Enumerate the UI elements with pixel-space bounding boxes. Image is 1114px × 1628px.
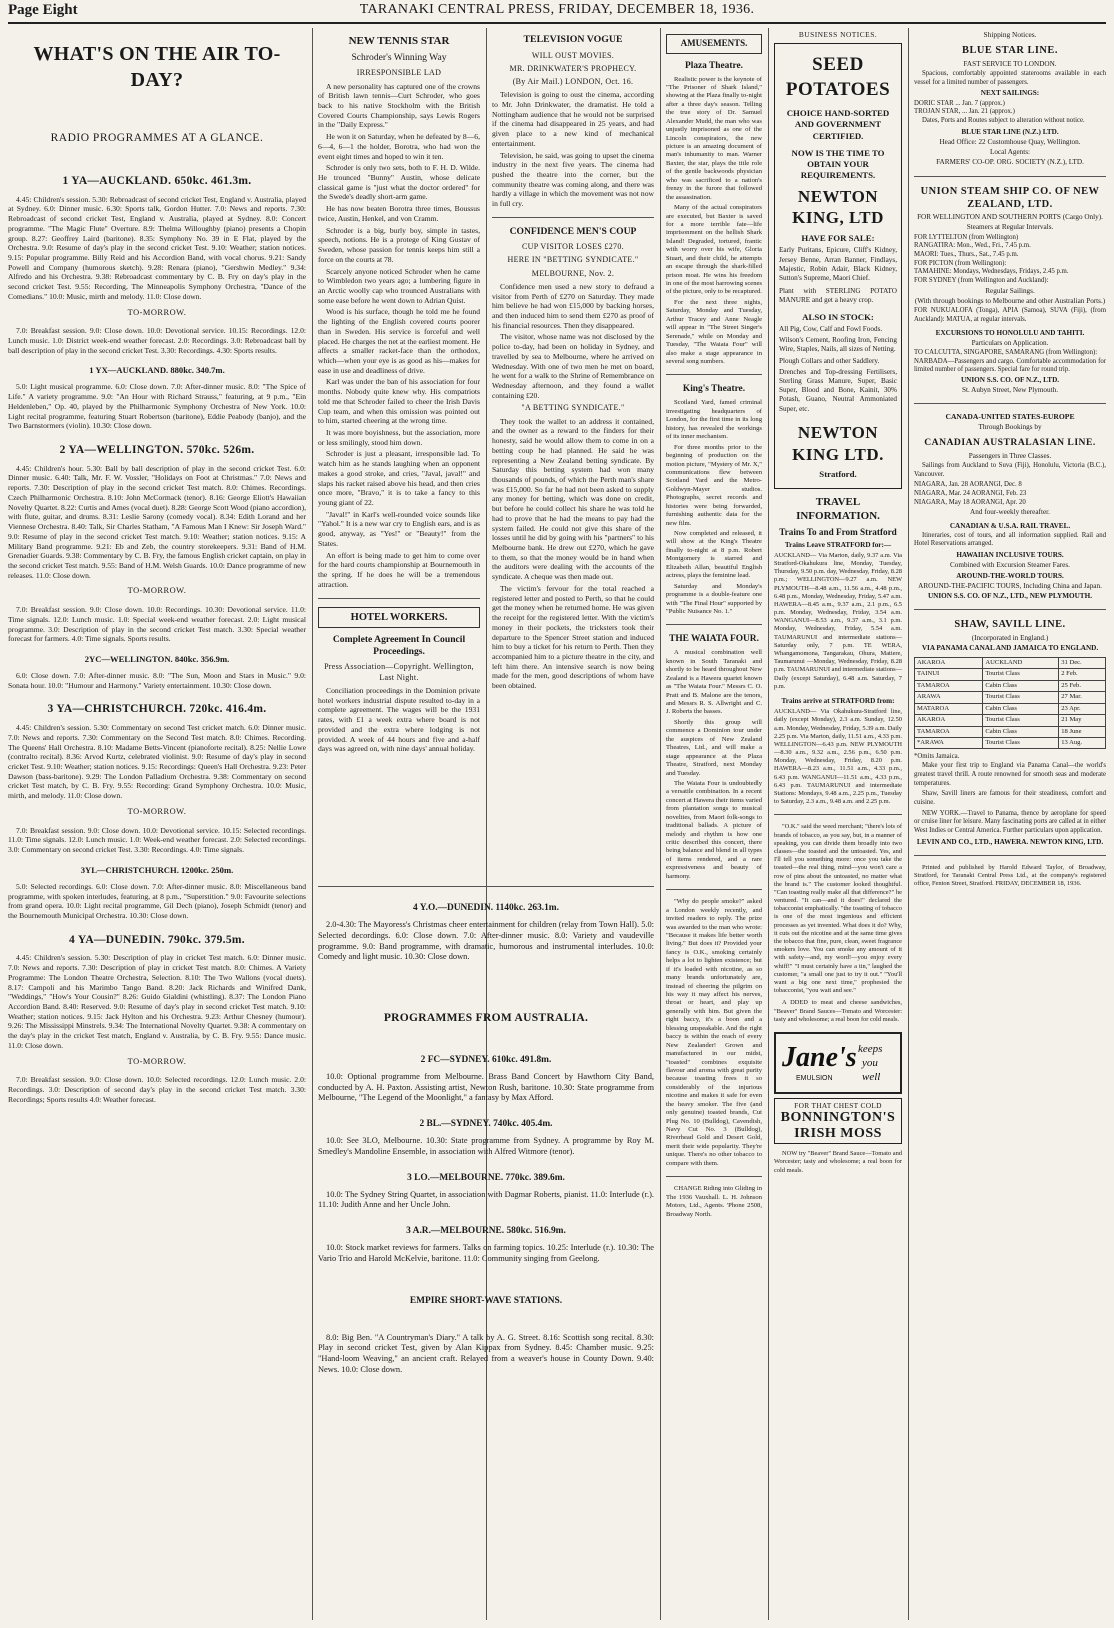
- ad-line: VIA PANAMA CANAL AND JAMAICA TO ENGLAND.: [921, 643, 1099, 652]
- ad-line: Passengers in Three Classes.: [968, 451, 1052, 460]
- ad-line: FARMERS' CO-OP. ORG. SOCIETY (N.Z.), LTD.: [936, 158, 1084, 167]
- australia-block: [318, 892, 654, 1620]
- article-paragraph: Wood is his surface, though he told me he found the lighting of the English covered courts poorer than in Sweden. His service is forceful and well placed. He charges the net at the earliest moment. He affects a smaller racket-face than the orthodox, which—when your eye is as good as his—makes for ease in use and deadliness of drive.: [318, 307, 480, 375]
- ad-line: NIAGARA, Jan. 28 AORANGI, Dec. 8: [914, 481, 1022, 489]
- shipping-header: Shipping Notices.: [983, 30, 1037, 39]
- waiata-headline: THE WAIATA FOUR.: [669, 634, 759, 645]
- station-today: 5.0: Selected recordings. 6.0: Close down. 7.0: After-dinner music. 8.0: Miscellaneous band programme, with spoken interludes, featuring, at 8 p.m., "Superstition." 9.0: Favourite selections from grand opera. 10.0: Light recital programme, Gil Dech (piano), Joseph Schmidt (tenor) and the Bournemouth Municipal Orchestra. 10.30: Close down.: [8, 881, 306, 920]
- ad-line: Shaw, Savill liners are famous for their steadiness, comfort and cuisine.: [914, 790, 1106, 806]
- article-paragraph: He won it on Saturday, when he defeated by 8—6, 6—4, 6—1 the holder, Borotra, who had won the event eight times and hoped to win it ten.: [318, 132, 480, 161]
- canada-heading: CANADA-UNITED STATES-EUROPE: [945, 412, 1075, 422]
- ship-date: 18 June: [1059, 726, 1106, 737]
- table-row: [915, 657, 1106, 668]
- table-row: [915, 715, 1106, 726]
- ad-line: Head Office: 22 Customhouse Quay, Wellington.: [939, 137, 1081, 146]
- station-heading: 3YL—CHRISTCHURCH. 1200kc. 250m.: [80, 864, 234, 875]
- amusements-column: [666, 30, 762, 1620]
- ad-line: HAVE FOR SALE:: [801, 233, 875, 244]
- ad-line: *Omits Jamaica.: [914, 753, 960, 761]
- ad-line: Plant with STERLING POTATO MANURE and get a heavy crop.: [779, 287, 897, 305]
- seed-potatoes-ad: [774, 43, 902, 488]
- ad-line: Dates, Ports and Routes subject to alteration without notice.: [922, 116, 1085, 124]
- hotel-dateline: Press Association—Copyright. Wellington, Last Night.: [324, 662, 474, 682]
- ad-line: Plough Collars and other Saddlery.: [779, 356, 880, 365]
- ad-line: (With through bookings to Melbourne and other Australian Ports.): [914, 296, 1106, 305]
- station-today: 10.0: The Sydney String Quartet, in association with Dagmar Roberts, pianist. 11.0: Interlude (r.). 11.10: Judith Anne and her Uncle John.: [318, 1189, 654, 1210]
- ad-line: Through Bookings by: [978, 423, 1042, 432]
- tomorrow-heading: TO-MORROW.: [127, 806, 187, 816]
- ship-date: 2 Feb.: [1059, 669, 1106, 680]
- ship-name: TAMAROA: [915, 726, 983, 737]
- station-today: 5.0: Light musical programme. 6.0: Close down. 7.0: After-dinner music. 8.0: "The Spice of Life." A variety programme. 9.0: "An Hour with Richard Strauss," featuring, at 9 p.m., "Ein Heldenleben," Op. 40, played by the Philharmonic Symphony Orchestra of New York. 10.0: Light recital programme, featuring Stuart Robertson (baritone), Eddie Peabody (banjo), and the Two Barnstormers (violin). 10.30: Close down.: [8, 382, 306, 431]
- janes-wordmark: Jane's: [782, 1041, 857, 1073]
- article-paragraph: A musical combination well known in South Taranaki and shortly to be heard throughout New Zealand is a Hawera quartet known as "The Waiata Four." Messrs C. O. Pratt and B. Malone are the tenors, and Messrs R. S. Allwright and C. J. Roberts the basses.: [666, 649, 762, 716]
- hotel-headline: HOTEL WORKERS.: [318, 607, 480, 628]
- ad-line: Spacious, comfortably appointed staterooms available in each vessel for a limited number of passengers.: [914, 70, 1106, 86]
- shaw-savill-heading: SHAW, SAVILL LINE.: [954, 619, 1066, 631]
- empire-headline: EMPIRE SHORT-WAVE STATIONS.: [409, 1295, 563, 1306]
- janes-slogan: you: [862, 1056, 878, 1069]
- ad-line: Regular Sailings.: [985, 286, 1035, 295]
- coup-headline: CONFIDENCE MEN'S COUP: [509, 225, 637, 237]
- ad-line: UNION S.S. CO. OF N.Z., LTD., NEW PLYMOUTH.: [927, 592, 1092, 601]
- article-paragraph: A new personality has captured one of the crowns of British lawn tennis—Curt Schroder, who goes back to his native Stockholm with the British Covered Courts Championship, says Lewis Rogers in the "Daily Express.": [318, 81, 480, 130]
- ship-name: TAINUI: [915, 669, 983, 680]
- ship-class: Tourist Class: [983, 669, 1059, 680]
- newton-king-logo: NEWTON KING LTD.: [792, 422, 884, 464]
- ship-name: *ARAWA: [915, 738, 983, 749]
- station-tomorrow: 7.0: Breakfast session. 9.0: Close down. 10.0: Devotional service. 10.15: Recordings. 12.0: Lunch music. 1.0: District week-end weather forecast. 2.0: Recordings. 3.0: Rebroadcast ball by ball description of play in the second cricket Test. 3.30: Recordings. 4.30: Sports results.: [8, 326, 306, 355]
- article-paragraph: Many of the actual conspirators are executed, but Baxter is saved for a more terrible fate—life imprisonment on the hellish Shark Island! Degraded, tortured, frantic with worry over his wife, Gloria Stuart, and their child, he attempts an escape through the shark-filled prison moat. He wins his freedom in one of the most harrowing scenes of the picture, only to be recaptured.: [666, 204, 762, 296]
- article-paragraph: He has now beaten Borotra three times, Boussus twice, Austin, Henkel, and von Cramm.: [318, 204, 480, 223]
- janes-sub: EMULSION: [796, 1074, 833, 1082]
- tv-dateline: (By Air Mail.) LONDON, Oct. 16.: [512, 77, 634, 86]
- article-paragraph: Confidence men used a new story to defraud a visitor from Perth of £270 on Saturday. They made him believe he had won £15,000 by backing horses, and then induced him to send them £270 as proof of his financial resources. Then they disappeared.: [492, 281, 654, 330]
- train-times: AUCKLAND— Via Okahukura-Stratford line, daily (except Monday), 2.3 a.m. Sunday, 12.50 a.m. Monday, Wednesday, Friday, 5.39 a.m. Daily 2.25 p.m. Via Marton, daily, 11.51 a.m., 4.33 p.m. WELLINGTON—6.43 p.m. NEW PLYMOUTH—8.30 a.m., 9.32 a.m., 2.56 p.m., 6.50 p.m. Monday, Wednesday, Friday, 8.20 p.m. HAWERA—8.23 a.m., 11.51 a.m., 4.33 p.m., 6.43 p.m. WANGANUI—11.51 a.m., 4.33 p.m., 6.43 p.m. TAUMARUNUI and intermediate Stations: Mondays, 9.48 a.m., 2.25 p.m., Tuesday to Saturday, 2.3 a.m., 9.48 a.m. and 2.25 p.m.: [774, 708, 902, 806]
- ad-line: Wilson's Cement, Roofing Iron, Fencing Wire, Staples, Nails, all sizes of Netting.: [779, 336, 897, 354]
- ship-class: Tourist Class: [983, 692, 1059, 703]
- station-tomorrow: 7.0: Breakfast session. 9.0: Close down. 10.0: Devotional service. 10.15: Selected recordings. 11.0: Time signals. 12.0: Lunch music. 1.0: Week-end weather forecast. 2.0: Selected recordings. 3.0: Commentary on second cricket Test. 3.30: Recordings. 4.0: Time signals.: [8, 825, 306, 855]
- train-subheading: Trains arrive at STRATFORD from:: [781, 696, 895, 705]
- business-header: BUSINESS NOTICES.: [798, 30, 878, 39]
- train-subheading: Trains Leave STRATFORD for:—: [784, 540, 892, 549]
- ad-line: FOR PICTON (from Wellington):: [914, 259, 1007, 267]
- tomorrow-heading: TO-MORROW.: [127, 586, 187, 596]
- ad-line: Steamers at Regular Intervals.: [966, 223, 1054, 232]
- ad-line: FOR LYTTELTON (from Wellington): [914, 233, 1019, 241]
- janes-slogan: keeps: [858, 1042, 883, 1055]
- television-column: [492, 30, 654, 890]
- tomorrow-heading: TO-MORROW.: [127, 1056, 187, 1066]
- beaver-ad: A DDED to meat and cheese sandwiches, "Beaver" Brand Sauces—Tomato and Worcester: tasty and wholesome; a real boon for cold meals.: [774, 999, 902, 1023]
- ship-name: AKAROA: [915, 657, 983, 668]
- ship-class: Tourist Class: [983, 715, 1059, 726]
- tv-subheadline: WILL OUST MOVIES.: [531, 50, 615, 60]
- ad-line: Local Agents:: [989, 148, 1031, 157]
- ad-line: Drenches and Top-dressing Fertilisers, Sterling Grass Manure, Super, Basic Super, Blood and Bone, Kainit, 30% Potash, Guano, Neutral Ammoniated Super, etc.: [779, 367, 897, 413]
- article-paragraph: The visitor, whose name was not disclosed by the police to-day, had been on holiday in Sydney, and travelled by sea to Melbourne, where he arrived on Wednesday. With one of two men he met on board, he went for a walk to the Shrine of Remembrance on Wednesday afternoon, and they found a wallet containing £20.: [492, 332, 654, 400]
- ad-line: CHOICE HAND-SORTED AND GOVERNMENT CERTIFIED.: [786, 108, 890, 141]
- article-paragraph: Conciliation proceedings in the Dominion private hotel workers industrial dispute resulted to-day in a complete agreement. The wages will be the 1931 rates, with £1 a week extra where board is not provided and the extra where lodging is not provided. A week of 44 hours and five and a-half days was agreed on, with nine days' annual holiday.: [318, 685, 480, 754]
- tv-headline: TELEVISION VOGUE: [523, 34, 623, 45]
- ship-date: 23 Apr.: [1059, 703, 1106, 714]
- column-rule: [660, 28, 661, 1620]
- hotel-subheadline: Complete Agreement In Council Proceedings.: [332, 633, 466, 658]
- ad-line: St. Aubyn Street, New Plymouth.: [961, 386, 1059, 395]
- article-paragraph: Scarcely anyone noticed Schroder when he came to Wimbledon two years ago; a lumbering figure in an Arctic woolly cap who trounced Australians with some ease before he went down to Adrian Quist.: [318, 266, 480, 305]
- ad-line: NEXT SAILINGS:: [980, 89, 1040, 98]
- ad-line: NIAGARA, Mar. 24 AORANGI, Feb. 23: [914, 489, 1027, 497]
- station-heading: 3 LO.—MELBOURNE. 770kc. 389.6m.: [407, 1172, 565, 1183]
- column-rule: [768, 28, 769, 1620]
- ship-date: 25 Feb.: [1059, 680, 1106, 691]
- station-tomorrow: 7.0: Breakfast session. 9.0: Close down. 10.0: Recordings. 10.30: Devotional service. 11.0: Time signals. 12.0: Lunch music. 1.0: Special week-end weather forecast. 2.0: Light musical programme. 3.0: Description of play in the second cricket Test match. 3.30: Special weather forecast for farmers. 4.0: Time signals. Sports results.: [8, 605, 306, 644]
- travel-headline: TRAVEL INFORMATION.: [796, 495, 880, 522]
- article-paragraph: An effort is being made to get him to come over for the hard courts championship at Bournemouth in the spring. If he does he will be a tremendous attraction.: [318, 550, 480, 589]
- ad-line: FOR THAT CHEST COLD: [794, 1100, 882, 1110]
- station-tomorrow: 7.0: Breakfast session. 9.0: Close down. 10.0: Selected recordings. 12.0: Lunch music. 2.0: Recordings. 3.0: Description of second day's play in the second cricket Test match. 3.30: Recordings; Sports results 4.0: Weather forecast.: [8, 1075, 306, 1104]
- australia-headline: PROGRAMMES FROM AUSTRALIA.: [383, 1012, 589, 1025]
- article-paragraph: They took the wallet to an address it contained, and the owner as a reward to the finders for their honesty, said he would allow them to come in on a betting coup he had planned. He said he was representing a New Zealand betting syndicate. By Saturday this betting system had won many thousands of pounds, of which the Perth man's share was £15,000. So far he had not been asked to supply any money for betting, which was done on credit, but before he could collect his share he was told he had to prove that he had the means to pay had the system failed. He could not give this share of the losses until he did by going with his "partners" to his Melbourne bank. He drew out £270, which he gave to them, so that the money would be in hand when the auditors were dealing with the accounts of the syndicate. A cheque was then made out.: [492, 416, 654, 582]
- ad-line: HAWAIIAN INCLUSIVE TOURS.: [956, 551, 1064, 560]
- radio-headline: WHAT'S ON THE AIR TO-DAY?: [33, 43, 281, 91]
- beaver-ad: NOW try "Beaver" Brand Sauce—Tomato and Worcester; tasty and wholesome; a real boon for cold meals.: [774, 1150, 902, 1174]
- ad-line: All Pig, Cow, Calf and Fowl Foods.: [779, 324, 883, 333]
- station-today: 10.0: See 3LO, Melbourne. 10.30: State programme from Sydney. A programme by Roy M. Smedley's Mandoline Ensemble, in association with Alfred Witmore (tenor).: [318, 1136, 654, 1156]
- ship-class: AUCKLAND: [983, 657, 1059, 668]
- page-number: Page Eight: [8, 2, 78, 18]
- janes-emulsion-ad: [774, 1032, 902, 1094]
- article-paragraph: Television, he said, was going to upset the cinema industry in the next five years. The cinema had pushed the theatre into the corner, but the community theatre was coming along, and there was hardly a village in which the movement was not now in full cry.: [492, 150, 654, 209]
- coup-subheadline: "A BETTING SYNDICATE.": [521, 403, 625, 413]
- station-today: 4.45: Children's session. 5.30: Rebroadcast of second cricket Test, England v. Australia, played at Sydney. 6.0: Dinner music. 6.30: Sports talk, Gordon Hutter. 7.0: News and reports. 7.30: Rebroadcast of second cricket Test, England v. Australia, played at Sydney. 8.0: Concert programme. "The Magic Flute" Overture. 8.9: Thelma Willoughby (piano) presents a Chopin group. 8.27: Geoffrey Laird (baritone). 8.35: Symphony No. 39 in E Flat, played by the Orchestra. 9.0: Resume of day's play in the second cricket Test. 9.10: Weather; station notices. 9.15: Popular programme. Billy Reid and his Accordion Band, with vocal chorus. 9.21: Sandy Powell and Company (humorous sketch). 9.28: Renara (piano), "Gershwin Medley." 9.34: Alfredo and his Orchestra. 9.38: Rebroadcast commentary by C. B. Fry on day's play in the second cricket Test. 9.55: Recording, The Minneapolis Symphony Orchestra, "Dance of the Comedians." 10.0: Music, mirth and melody. 11.0: Close down.: [8, 194, 306, 301]
- ship-name: MATAROA: [915, 703, 983, 714]
- bonningtons-ad: [774, 1098, 902, 1144]
- ad-line: IRISH MOSS: [794, 1125, 882, 1141]
- table-row: [915, 692, 1106, 703]
- ad-line: AROUND-THE-WORLD TOURS.: [956, 571, 1064, 580]
- article-paragraph: For three months prior to the beginning of production on the motion picture, "Mystery of Mr. X," communications flew between Scotland Yard and the Metro-Goldwyn-Mayer studios. Photographs, secret records and histories were being forwarded, furnishing authentic data for the new film.: [666, 443, 762, 527]
- ad-line: BONNINGTON'S: [780, 1110, 896, 1126]
- station-heading: 1 YX—AUCKLAND. 880kc. 340.7m.: [89, 365, 225, 376]
- station-heading: 3 YA—CHRISTCHURCH. 720kc. 416.4m.: [47, 703, 267, 716]
- station-today: 4.45: Children's hour. 5.30: Ball by ball description of play in the second cricket Test. 6.0: Dinner music. 6.40: Talk, Mr. F. W. Vossler, "Holidays on Foot at Christmas." 7.0: News and reports. 7.30: Description of play in the second cricket Test match. 8.0: Chimes. Recordings. Czech Philharmonic Orchestra. 8.10: John McCormack (tenor). 8.16: George Eliott's Hawaiian Novelty Quartet. 8.22: Curtis and Ames (vocal duet). 8.28: George Scott Wood (piano accordion), with flute, guitar, and drums. 8.31: Leslie Sarony (comedy vocal). 8.34: Edith Lorand and her Viennese Orchestra. 8.40: Talk, Sir Charles Statham, "A Famous Man I Knew: Sir Joseph Ward." 9.0: Resume of play in the second cricket Test match. 9.10: Weather; station notices. 9.15: A Military Band programme. 9.21: Eb and Zeb, the country storekeepers. 9.31: Band of H.M. Grenadier Guards. 9.38: Commentary by C. B. Fry, the famous English cricket captain, on play in the second cricket Test match. 9.55: Band of H.M. Welsh Guards. 10.0: Dance programme of new releases. 11.0: Close down.: [8, 463, 306, 580]
- article-paragraph: Schroder is a big, burly boy, simple in tastes, speech, notions. He is a protege of King Gustav of Sweden, whose passion for tennis keeps him still a force on the courts at 78.: [318, 225, 480, 264]
- ad-line: Sailings from Auckland to Suva (Fiji), Honolulu, Victoria (B.C.), Vancouver.: [914, 461, 1106, 478]
- vauxhall-ad: CHANGE Riding into Gliding in The 1936 Vauxhall. L. H. Johnson Motors, Ltd., Agents. 'Phone 2508, Broadway North.: [666, 1185, 762, 1218]
- ad-line: BLUE STAR LINE (N.Z.) LTD.: [961, 127, 1059, 136]
- plaza-headline: Plaza Theatre.: [685, 60, 743, 71]
- station-heading: 4 Y.O.—DUNEDIN. 1140kc. 263.1m.: [413, 903, 559, 913]
- train-times: AUCKLAND— Via Marton, daily, 9.37 a.m. Via Stratford-Okahukura line, Monday, Tuesday, Thursday, 9.50 p.m. day, Wednesday, Friday, 8.28 p.m.; WELLINGTON—9.27 a.m. NEW PLYMOUTH—8.48 a.m., 11.56 a.m., 4.48 p.m., 6.48 p.m., Monday, Wednesday, Friday, 5.47 a.m. HAWERA—8.45 a.m., 9.37 a.m., 2.1 p.m., 6.5 p.m. Monday, Wednesday, Friday, 3.54 a.m. WANGANUI—8.53 a.m., 9.37 a.m., 3.1 p.m. Monday, Wednesday, Friday, 5.54 a.m. TAUMARUNUI and intermediate stations—Saturday only, 7 p.m. TE WERA, Whangamomona, Tangarakau, Ohura, Matiere, Taumarunui —Monday, Wednesday, Friday, 8.28 p.m. TAUMARUNUI and intermediate stations—Daily (except Saturday), 6.48 a.m. Saturday, 7 p.m.: [774, 551, 902, 690]
- ad-line: NOW IS THE TIME TO OBTAIN YOUR REQUIREMENTS.: [791, 147, 885, 181]
- ad-line: AROUND-THE-PACIFIC TOURS, Including China and Japan.: [918, 581, 1102, 590]
- canadian-australasian-heading: CANADIAN AUSTRALASIAN LINE.: [924, 437, 1096, 449]
- ad-line: FAST SERVICE TO LONDON.: [963, 59, 1057, 68]
- ship-class: Cabin Class: [983, 726, 1059, 737]
- station-heading: 2 YA—WELLINGTON. 570kc. 526m.: [59, 444, 255, 457]
- imprint: Printed and published by Harold Edward Taylor, of Broadway, Stratford, for Taranaki Central Press Ltd., at the company's registered office, Fenton Street, Stratford. FRIDAY, DECEMBER 18, 1936.: [914, 863, 1106, 888]
- article-paragraph: "Javal!" in Karl's well-rounded voice sounds like "Yahol." It is a new war cry to English ears, and is as good, anyway, as "Yes!" or "Beauty!" from the States.: [318, 509, 480, 548]
- table-row: [915, 738, 1106, 749]
- radio-subheadline: RADIO PROGRAMMES AT A GLANCE.: [50, 132, 264, 145]
- article-paragraph: For the next three nights, Saturday, Monday and Tuesday, Arthur Tracey and Anne Neagle will appear in "The Street Singer's Serenade," while on Monday and Tuesday, "The Waiata Four" will also make a stage appearance in several song numbers.: [666, 298, 762, 365]
- ad-line: LEVIN AND CO., LTD., HAWERA. NEWTON KING, LTD.: [916, 837, 1104, 846]
- ad-line: Itineraries, cost of tours, and all information supplied. Rail and Hotel Reservations arranged.: [914, 531, 1106, 548]
- ship-name: ARAWA: [915, 692, 983, 703]
- janes-logo: [776, 1034, 900, 1088]
- table-row: [915, 703, 1106, 714]
- coup-dateline: MELBOURNE, Nov. 2.: [531, 268, 615, 278]
- article-paragraph: The victim's fervour for the total reached a registered letter and posted to Perth, so that he could get the money when he returned home. He was given the receipt for the registered letter. With the victim's money in their pockets, the tricksters took their departure to the Spencer Street station and induced him to buy a ticket for his return to Perth. Then they accompanied him to a picture theatre in the city, and left him there. An intensive search is now being made for the men, good descriptions of whom have been obtained.: [492, 583, 654, 691]
- ship-date: 13 Aug.: [1059, 738, 1106, 749]
- blue-star-line-heading: BLUE STAR LINE.: [962, 45, 1058, 57]
- article-paragraph: Now completed and released, it will show at the King's Theatre finally to-night at 8 p.m. Robert Montgomery is starred and Elizabeth Allan, beautiful English actress, plays the feminine lead.: [666, 530, 762, 580]
- ad-line: RANGATIRA: Mon., Wed., Fri., 7.45 p.m.: [914, 242, 1031, 250]
- newton-king-logo: NEWTON KING, LTD: [792, 186, 884, 228]
- article-paragraph: It was more boyishness, but the association, more or less smilingly, stood him down.: [318, 428, 480, 447]
- table-row: [915, 669, 1106, 680]
- trains-headline: Trains To and From Stratford: [779, 526, 897, 537]
- ad-line: NEW YORK.—Travel to Panama, thence by aeroplane for speed or cruise liner for leisure. Many fascinating ports are called at in either West Indies or Central America. Further particulars upon application.: [914, 809, 1106, 834]
- tennis-kicker: IRRESPONSIBLE LAD: [356, 68, 442, 78]
- article-paragraph: Realistic power is the keynote of "The Prisoner of Shark Island," showing at the Plaza finally to-night after a three day's season. Telling the true story of Dr. Samuel Alexander Mudd, the man who was unjustly imprisoned as one of the Lincoln conspirators, the new picture is an amazing document of man's inhumanity to man. Warner Baxter, the star, plays the title role of the gentle backwoods physician who was sacrificed to a nation's frenzy in the furore that followed the assassination.: [666, 75, 762, 201]
- block-divider: [318, 886, 654, 887]
- article-paragraph: Shortly this group will commence a Dominion tour under the auspices of New Zealand Theatres, Ltd., and will make a stage appearance at the Plaza Theatre, Stratford, next Monday and Tuesday.: [666, 718, 762, 777]
- station-today: 2.0-4.30: The Mayoress's Christmas cheer entertainment for children (relay from Town Hall). 5.0: Selected decordings. 6.0: Close down. 7.0: After-dinner music. 8.0: Variety and vaudeville programme. 9.0: Band programme, with dramatic, humorous and instrumental interludes. 10.0: Comedy and light music. 10.30: Close down.: [318, 920, 654, 962]
- newspaper-title: TARANAKI CENTRAL PRESS, FRIDAY, DECEMBER 18, 1936.: [359, 2, 755, 17]
- station-today: 10.0: Stock market reviews for farmers. Talks on farming topics. 10.25: Interlude (r.). 10.30: The Vario Trio and Harold McKelvie, baritone. 11.0: Community singing from Geelong.: [318, 1243, 654, 1263]
- ship-name: AKAROA: [915, 715, 983, 726]
- ship-class: Cabin Class: [983, 680, 1059, 691]
- article-paragraph: The Waiata Four is undoubtedly a versatile combination. In a recent concert at Hawera their items varied from plantation songs to musical novelties, from Maori folk-songs to traditional ballads. A picture of melody and rhythm is how one critic described this concert, there being balance and blend in all types of items rendered, and a rare expressiveness and beauty of harmony.: [666, 779, 762, 880]
- article-paragraph: Scotland Yard, famed criminal investigating headquarters of London, for the first time in its long history, has revealed the workings of its inner mechanism.: [666, 399, 762, 441]
- business-column: [774, 30, 902, 1620]
- article-paragraph: Saturday and Monday's programme is a double-feature one with "The Final Hour" supported by "Public Nuisance No. 1.": [666, 582, 762, 615]
- station-today: 10.0: Optional programme from Melbourne. Brass Band Concert by Hawthorn City Band, conducted by A. H. Paxton. Assisting artist, Newton Rush, baritone. 10.30: State programme from Melbourne, "The Legend of the Moonlight," a fantasy by Max Afford.: [318, 1071, 654, 1103]
- ship-date: 21 May: [1059, 715, 1106, 726]
- station-today: 4.45: Children's session. 5.30: Commentary on second Test cricket match. 6.0: Dinner music. 7.0: News and reports. 7.30: Commentary on the Second Test match. 8.0: Chimes. Recording. The Queens' Hall Orchestra. 8.10: Madame Betts-Vincent (pianoforte recital). 8.25: Nellie Lowe (contralto recital). 8.36: Arvod Kurtz, celebrated violinist. 9.0: Resume of day's play in second cricket Test. 9.10: Weather; station notices. 9.15: Recordings: Queen's Hall Orchestra. 9.23: Peter Dawson (bass-baritone). 9.29: The London Palladium Orchestra. 9.38: Commentary on second cricket Test match, by C. B. Fry. 9.55: Recording: Grand Symphony Orchestra. 10.0: Music, mirth, and melody. 11.0: Close down.: [8, 723, 306, 801]
- ship-date: 27 Mar.: [1059, 692, 1106, 703]
- ship-name: TAMAROA: [915, 680, 983, 691]
- ad-line: TO CALCUTTA, SINGAPORE, SAMARANG (from Wellington):: [914, 348, 1098, 356]
- ad-line: Early Puritans, Epicure, Cliff's Kidney, Jersey Benne, Arran Banner, Findlays, Majestic, Robin Adair, Black Kidney, Sutton's Supreme, Maori Chief.: [779, 246, 897, 282]
- ad-line: (Incorporated in England.): [971, 633, 1049, 642]
- ad-line: MAORI: Tues., Thurs., Sat., 7.45 p.m.: [914, 250, 1019, 258]
- tennis-headline: NEW TENNIS STAR: [348, 35, 450, 47]
- station-heading: 1 YA—AUCKLAND. 650kc. 461.3m.: [62, 174, 252, 187]
- seed-headline: SEED POTATOES: [785, 54, 891, 100]
- ad-line: ALSO IN STOCK:: [802, 311, 874, 322]
- article-paragraph: Karl was under the ban of his association for four months. Nobody quite knew why. His compatriots told me that Schroder failed to cheer the Irish Davis Cup team, and when this omission was pointed out to him, started cheering at the wrong time.: [318, 377, 480, 426]
- ad-line: FOR WELLINGTON AND SOUTHERN PORTS (Cargo Only).: [917, 213, 1103, 222]
- station-today: 4.45: Children's session. 5.30: Description of play in cricket Test match. 6.0: Dinner music. 7.0: News and reports. 7.30: Description of play in cricket Test match. 8.0: Chimes. A Variety Programme: The London Theatre Orchestra, Selection. 8.10: The Two Wallons (vocal duets). 8.17: Campoli and his Marimbo Tango Band. 8.20: Jack Richards and Winifred Dank, "Weddings," "How's Your Cousin?" 8.26: Guido Gialdini (whistling). 8.37: The London Piano Accordion Band. 8.40: Reserved. 9.0: Resume of day's play in second cricket Test match. 9.10: Weather; station notices. 9.15: Jack Hylton and his Orchestra. 9.23: Arthur Chesney (humour). 9.26: The Mississippi Minstrels. 9.34: The International Novelty Quartet. 9.38: A commentary on the day's play in the cricket Test match, England v. Australia, by C. B. Fry. 9.55: Dance music. 11.0: Close down.: [8, 953, 306, 1050]
- coup-subheadline: HERE IN "BETTING SYNDICATE.": [507, 255, 639, 265]
- station-heading: 2YC—WELLINGTON. 840kc. 356.9m.: [84, 654, 230, 664]
- station-heading: 4 YA—DUNEDIN. 790kc. 379.5m.: [69, 933, 245, 946]
- station-today: 6.0: Close down. 7.0: After-dinner music. 8.0: "The Sun, Moon and Stars in Music." 9.0: Sonata hour. 10.0: "Humour and Harmony." Variety entertainment. 10.30: Close down.: [8, 671, 306, 690]
- masthead: [8, 2, 1106, 24]
- ad-line: EXCURSIONS TO HONOLULU AND TAHITI.: [935, 328, 1085, 337]
- kings-headline: King's Theatre.: [682, 384, 746, 395]
- station-heading: 2 FC—SYDNEY. 610kc. 491.8m.: [420, 1054, 552, 1065]
- ad-line: DORIC STAR ... Jan. 7 (approx.): [914, 99, 1005, 107]
- radio-column: [8, 30, 306, 1620]
- ad-line: CANADIAN & U.S.A. RAIL TRAVEL.: [949, 521, 1071, 530]
- ad-line: Stratford.: [819, 469, 857, 480]
- column-rule: [908, 28, 909, 1620]
- column-rule: [312, 28, 313, 1620]
- ad-line: TROJAN STAR, ... Jan. 21 (approx.): [914, 108, 1015, 116]
- station-heading: 2 BL.—SYDNEY. 740kc. 405.4m.: [419, 1119, 553, 1130]
- ship-class: Tourist Class: [983, 738, 1059, 749]
- coup-subheadline: CUP VISITOR LOSES £270.: [522, 242, 624, 252]
- ad-line: TAMAHINE: Mondays, Wednesdays, Fridays, 2.45 p.m.: [914, 268, 1069, 276]
- ad-line: Particulars on Application.: [971, 338, 1049, 347]
- sailing-table: [914, 657, 1106, 750]
- tomorrow-heading: TO-MORROW.: [127, 307, 187, 317]
- article-paragraph: "Why do people smoke?" asked a London weekly recently, and invited readers to reply. The prize was awarded to the man who wrote: "Because it makes life better worth living." But does it? Provided your fancy is O.K., smoking certainly helps a lot to lighten existence; but if it's loaded with nicotine, as so many brands unfortunately are, instead of cheering the pilgrim on his way it may affect his nerves, throat or heart, and play up generally with him. But given the right baccy, it's a boon and a blessing unspeakable. And the right baccy is within the reach of every New Zealander! Grown and manufactured in our midst, "toasted" combines exquisite flavour and aroma with great purity because toasting frees it so considerably of the injurious nicotine and makes it safe for even the heavy smoker. The five (and only genuine) toasted brands, Cut Plug No. 10 (Bulldog), Cavendish, Navy Cut No. 3 (Bulldog), Riverhead Gold and Desert Gold, merit their wide popularity. They're unique. There's no other tobacco to compare with them.: [666, 898, 762, 1167]
- shipping-column: [914, 30, 1106, 1620]
- ad-line: And four-weekly thereafter.: [970, 508, 1050, 517]
- union-steam-ship-heading: UNION STEAM SHIP CO. OF NEW ZEALAND, LTD.: [920, 185, 1100, 210]
- table-row: [915, 680, 1106, 691]
- ad-line: Combined with Excursion Steamer Fares.: [950, 561, 1070, 570]
- tennis-subheadline: Schroder's Winning Way: [351, 52, 447, 64]
- article-paragraph: Schroder is just a pleasant, irresponsible lad. To watch him as he stands laughing when an opponent makes a good stroke, and cries, "Javal, javal!" and slaps his racket raised above his head, and then cries once more, "Bravo," it is to take a fancy to this young giant of 22.: [318, 449, 480, 508]
- article-paragraph: "O.K." said the weed merchant; "there's lots of brands of tobacco, as you say, but, in a manner of speaking, you can divide them broadly into two classes—the toasted and the untoasted. Yes, and I'll tell you something more: once you take the toasted—the real thing, mind—you won't care a row of pins about the untoasted, no matter what the brand is." The customer looked thoughtful. "Can toasting really make all that difference?" he ventured. "It can—and it does!" declared the tobacconist emphatically. "the toasting of tobacco is one of the most ingenious and efficient processes as yet invented. What does it do? Why, it cuts out the nicotine and at the same time gives the tobacco that fine, pure, clean, sweet fragrance smokers love. You can smoke any amount of it with safety—and, my word!—you enjoy every whiff!" "I must certainly have a tin," laughed the customer, "a small one just to try it out." "You'll want a big one next time," prophesied the tobacconist, "you wait and see.": [774, 823, 902, 995]
- station-heading: 3 A.R.—MELBOURNE. 580kc. 516.9m.: [406, 1226, 566, 1237]
- article-paragraph: Schroder is only two sets, both to F. H. D. Wilde. He trounced "Bunny" Austin, whose delicate classical game is "just what the doctor ordered" for the Swede's deadly short-arm game.: [318, 163, 480, 202]
- table-row: [915, 726, 1106, 737]
- station-today: 8.0: Big Ben. "A Countryman's Diary." A talk by A. G. Street. 8.16: Scottish song recital. 8.30: Play in second cricket Test, given by Alan Kippax from Sydney. 8.45: Chamber music. 9.25: "Hand-loom Weaving," an ancient craft. Relayed from a weaver's house in County Down. 9.40: News. 10.0: Close down.: [318, 1332, 654, 1374]
- amusements-headline: AMUSEMENTS.: [666, 34, 762, 54]
- ad-line: FOR NUKUALOFA (Tonga), APIA (Samoa), SUVA (Fiji), (from Auckland): MATUA, at regular intervals.: [914, 307, 1106, 323]
- ad-line: NIAGARA, May 18 AORANGI, Apr. 20: [914, 498, 1026, 506]
- ad-line: UNION S.S. CO. OF N.Z., LTD.: [960, 376, 1060, 385]
- ship-date: 31 Dec.: [1059, 657, 1106, 668]
- janes-slogan: well: [862, 1070, 881, 1083]
- ad-line: Make your first trip to England via Panama Canal—the world's greatest travel thrill. A route renowned for smooth seas and moderate temperatures.: [914, 762, 1106, 787]
- ship-class: Cabin Class: [983, 703, 1059, 714]
- article-paragraph: Television is going to oust the cinema, according to Mr. John Drinkwater, the dramatist. He told a Nottingham audience that he would not be surprised if the cinema had disappeared in 25 years, and had given place to a new kind of mechanical entertainment.: [492, 90, 654, 148]
- ad-line: NARBADA—Passengers and cargo. Comfortable accommodation for limited number of passengers. Special fare for round trip.: [914, 357, 1106, 374]
- tennis-column: [318, 30, 480, 890]
- ad-line: FOR SYDNEY (from Wellington and Auckland):: [914, 277, 1049, 285]
- tv-subheadline: MR. DRINKWATER'S PROPHECY.: [509, 63, 637, 73]
